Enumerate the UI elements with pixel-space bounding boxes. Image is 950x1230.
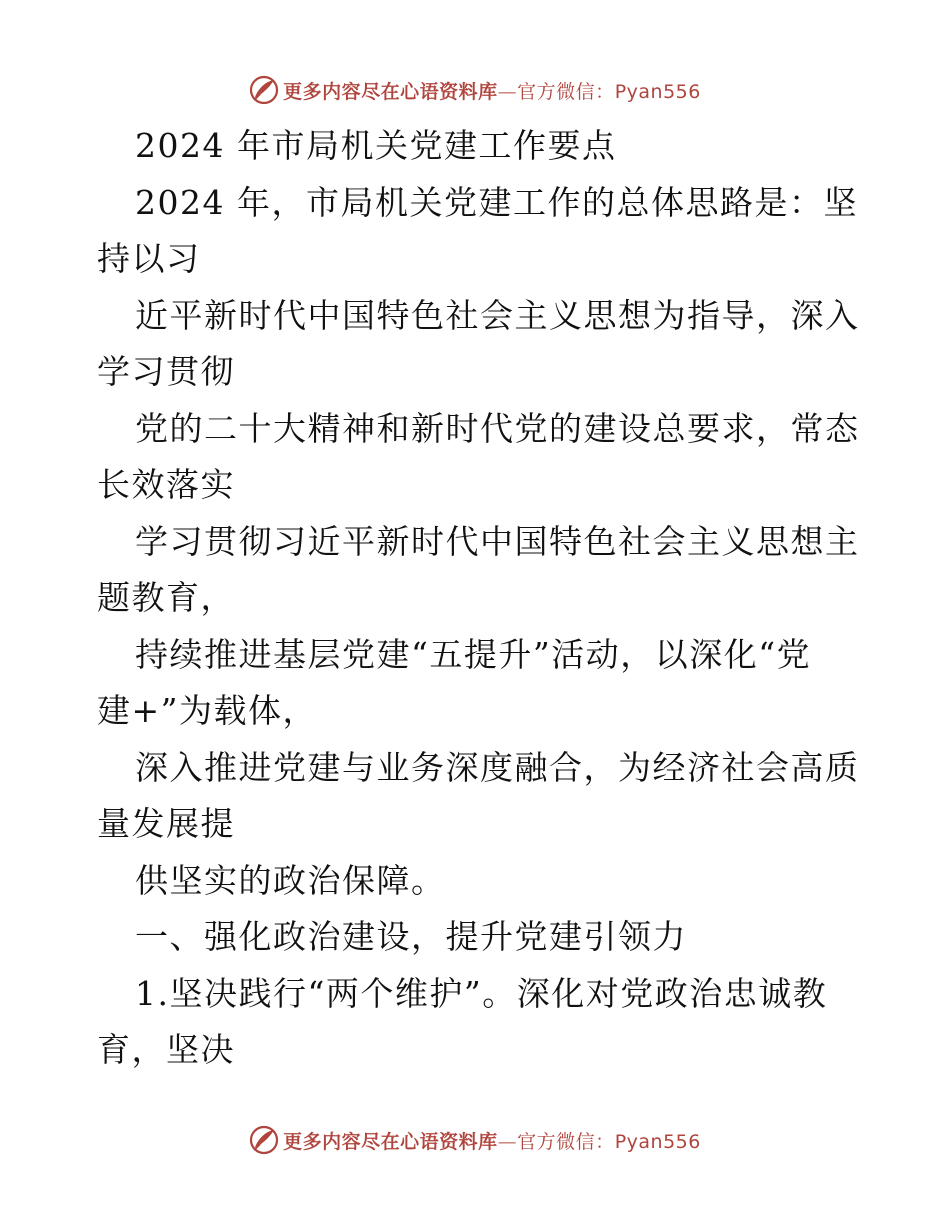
watermark-text: 更多内容尽在心语资料库—官方微信：Pyan556 [283, 1130, 701, 1153]
text-line: 题教育， [97, 578, 235, 617]
text-line: 一、强化政治建设，提升党建引领力 [135, 917, 687, 956]
document-body [97, 118, 860, 1079]
text-line: 近平新时代中国特色社会主义思想为指导，深入 [135, 295, 860, 335]
text-line: 量发展提 [97, 804, 235, 843]
text-line: 学习贯彻 [97, 352, 235, 391]
text-line: 持以习 [97, 239, 201, 278]
text-line: 供坚实的政治保障。 [135, 860, 446, 900]
text-line: 2024 年，市局机关党建工作的总体思路是：坚 [135, 182, 858, 222]
text-line: 学习贯彻习近平新时代中国特色社会主义思想主 [135, 521, 860, 561]
watermark-text: 更多内容尽在心语资料库—官方微信：Pyan556 [283, 80, 701, 103]
text-line: 持续推进基层党建“五提升”活动，以深化“党 [135, 634, 812, 674]
text-line: 深入推进党建与业务深度融合，为经济社会高质 [135, 747, 860, 787]
text-line: 1.坚决践行“两个维护”。深化对党政治忠诚教 [135, 973, 828, 1013]
text-line: 党的二十大精神和新时代党的建设总要求，常态 [135, 408, 860, 448]
pen-logo-icon [249, 1125, 279, 1155]
pen-logo-icon [249, 75, 279, 105]
text-line: 长效落实 [97, 465, 235, 504]
footer-watermark [0, 1120, 950, 1160]
text-line: 2024 年市局机关党建工作要点 [135, 126, 617, 165]
header-watermark [0, 70, 950, 110]
text-line: 育，坚决 [97, 1030, 235, 1069]
text-line: 建+”为载体， [97, 691, 318, 730]
